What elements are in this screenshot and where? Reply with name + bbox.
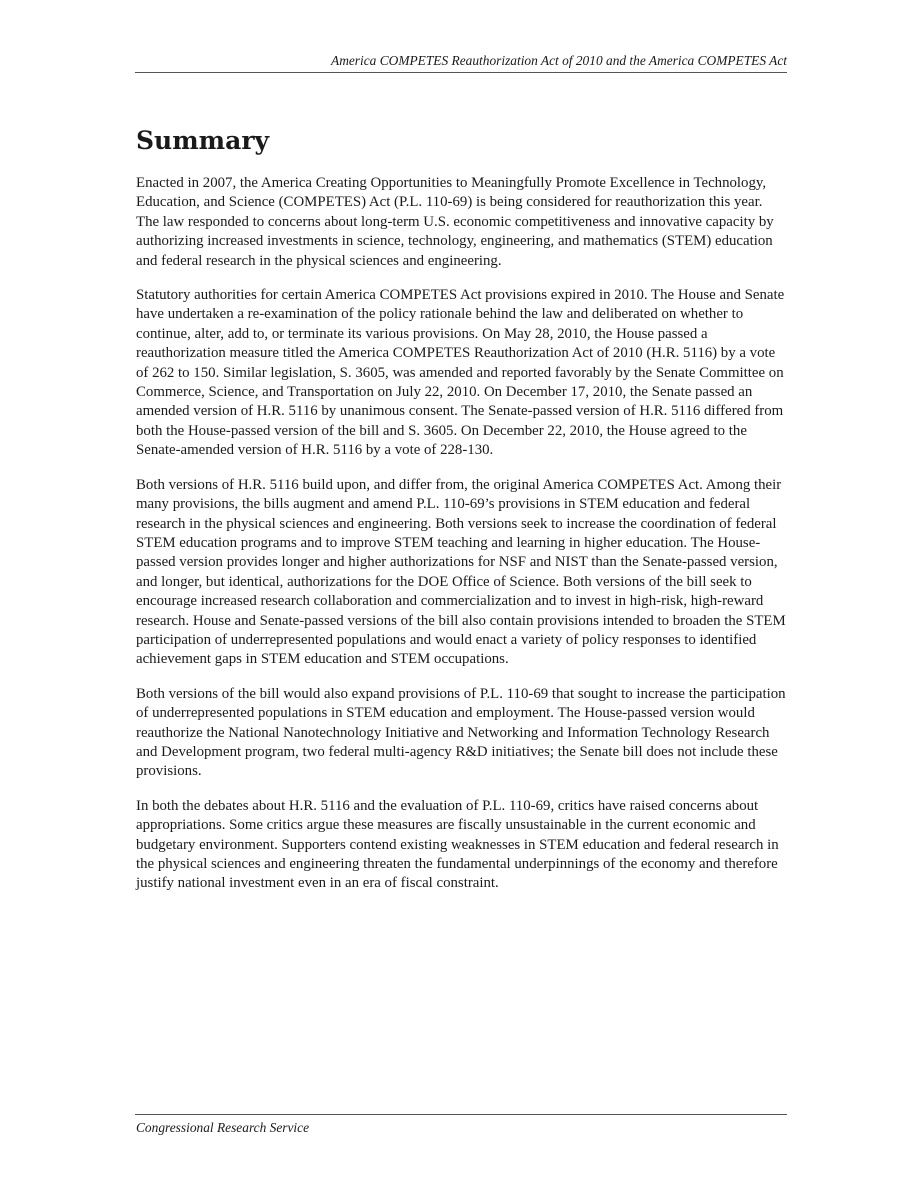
summary-body: [136, 174, 788, 909]
header-divider: [135, 72, 787, 73]
footer-organization: Congressional Research Service: [136, 1120, 310, 1135]
footer-divider: [135, 1114, 787, 1115]
summary-paragraph-1: Enacted in 2007, the America Creating Opportunities to Meaningfully Promote Excellence in Technology, Education, and Science (COMPETES) Act (P.L. 110-69) is being considered for reauthorization this year. The law responded to concerns about long-term U.S. economic competitiveness and innovative capacity by authorizing increased investments in science, technology, engineering, and mathematics (STEM) education and federal research in the physical sciences and engineering.: [136, 175, 774, 269]
summary-paragraph-4: Both versions of the bill would also expand provisions of P.L. 110-69 that sought to increase the participation of underrepresented populations in STEM education and employment. The House-passed version would reauthorize the National Nanotechnology Initiative and Networking and Information Technology Research and Development program, two federal multi-agency R&D initiatives; the Senate bill does not include these provisions.: [136, 685, 786, 780]
summary-paragraph-2: Statutory authorities for certain America COMPETES Act provisions expired in 2010. The House and Senate have undertaken a re-examination of the policy rationale behind the law and deliberated on whether to continue, alter, add to, or terminate its various provisions. On May 28, 2010, the House passed a reauthorization measure titled the America COMPETES Reauthorization Act of 2010 (H.R. 5116) by a vote of 262 to 150. Similar legislation, S. 3605, was amended and reported favorably by the Senate Committee on Commerce, Science, and Transportation on July 22, 2010. On December 17, 2010, the Senate passed an amended version of H.R. 5116 by unanimous consent. The Senate-passed version of H.R. 5116 differed from both the House-passed version of the bill and S. 3605. On December 22, 2010, the House agreed to the Senate-amended version of H.R. 5116 by a vote of 228-130.: [136, 287, 785, 459]
page-title: Summary: [136, 126, 270, 155]
summary-paragraph-5: In both the debates about H.R. 5116 and the evaluation of P.L. 110-69, critics have raised concerns about appropriations. Some critics argue these measures are fiscally unsustainable in the current economic and budgetary environment. Supporters contend existing weaknesses in STEM education and federal research in the physical sciences and engineering threaten the fundamental underpinnings of the economy and therefore justify national investment even in an era of fiscal constraint.: [136, 797, 779, 892]
running-header: America COMPETES Reauthorization Act of 2010 and the America COMPETES Act: [331, 53, 787, 68]
summary-paragraph-3: Both versions of H.R. 5116 build upon, and differ from, the original America COMPETES Act. Among their many provisions, the bills augment and amend P.L. 110-69’s provisions in STEM education and federal research in the physical sciences and engineering. Both versions seek to increase the coordination of federal STEM education programs and to improve STEM teaching and learning in higher education. The House-passed version provides longer and higher authorizations for NSF and NIST than the Senate-passed version, and longer, but identical, authorizations for the DOE Office of Science. Both versions of the bill seek to encourage increased research collaboration and commercialization and to invest in high-risk, high-reward research. House and Senate-passed versions of the bill also contain provisions intended to broaden the STEM participation of underrepresented populations and would enact a variety of policy responses to identified achievement gaps in STEM education and STEM occupations.: [136, 476, 786, 668]
